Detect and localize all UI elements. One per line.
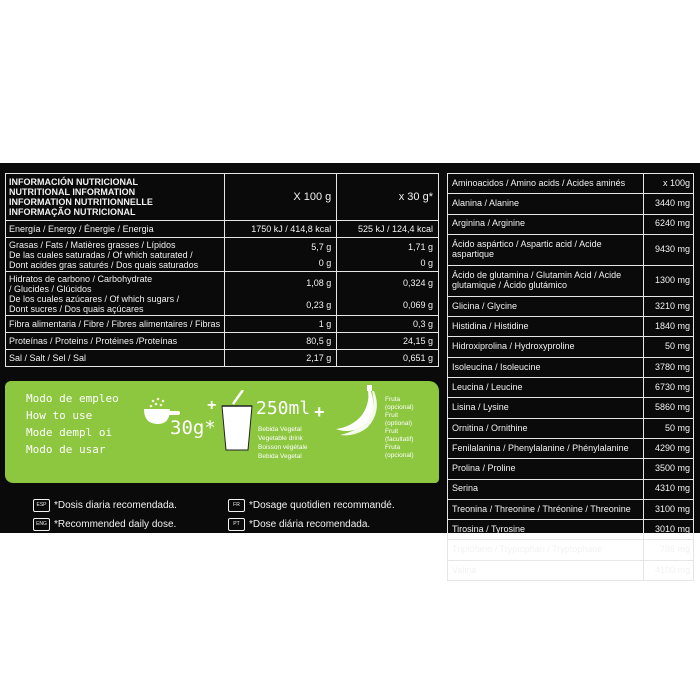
row-line: De los cuales azúcares / Of which sugars / — [9, 293, 180, 304]
amino-name: Ornitina / Ornithine — [448, 418, 644, 438]
nutrition-row-protein — [6, 333, 439, 350]
amino-name: Lisina / Lysine — [448, 398, 644, 418]
amino-row — [448, 378, 694, 398]
how-line-en: How to use — [26, 409, 93, 422]
amino-value: 786 mg — [644, 540, 694, 560]
amino-name: Valina — [448, 560, 644, 580]
drink-line: Bebida Vegetal — [258, 453, 302, 460]
dose-note-esp — [33, 499, 177, 512]
amino-name: Serina — [448, 479, 644, 499]
amino-row — [448, 234, 694, 265]
amino-name: Prolina / Proline — [448, 459, 644, 479]
fruit-label — [385, 396, 414, 460]
amino-row — [448, 194, 694, 214]
amino-row — [448, 540, 694, 560]
value-line: 0,069 g — [402, 299, 433, 310]
amino-name: Ácido de glutamina / Glutamin Acid / Acide glutamique / Ácido glutámico — [448, 265, 644, 296]
row-label — [6, 238, 225, 272]
banana-icon — [328, 385, 383, 437]
amino-name: Glicina / Glycine — [448, 296, 644, 316]
amino-row — [448, 296, 694, 316]
fruit-line: (facultatif) — [385, 436, 414, 443]
dose-note-pt — [228, 518, 370, 531]
how-to-use — [26, 390, 119, 458]
amino-value: 4100 mg — [644, 560, 694, 580]
fruit-line: Fruit — [385, 428, 398, 435]
amino-row — [448, 459, 694, 479]
amino-value: 50 mg — [644, 418, 694, 438]
amino-name: Alanina / Alanine — [448, 194, 644, 214]
amino-value: 4290 mg — [644, 438, 694, 458]
amino-value: 6730 mg — [644, 378, 694, 398]
amino-acid-table — [447, 173, 694, 581]
amino-value: 1300 mg — [644, 265, 694, 296]
amino-value: 3500 mg — [644, 459, 694, 479]
amino-name: Ácido aspártico / Aspartic acid / Acide aspartique — [448, 234, 644, 265]
dose-note-eng — [33, 518, 176, 531]
row-value-30: 0,3 g — [337, 316, 439, 333]
language-badge-pt: PT — [228, 518, 245, 531]
drink-label — [258, 425, 308, 461]
value-line: 0 g — [420, 257, 433, 268]
fruit-line: Fruit — [385, 412, 398, 419]
value-line: 1,08 g — [306, 277, 332, 288]
row-value-30: 0,651 g — [337, 350, 439, 367]
glass-icon — [219, 390, 255, 452]
row-line: De las cuales saturadas / Of which saturated / — [9, 249, 193, 260]
drink-line: Vegetable drink — [258, 435, 303, 442]
header-line-es: INFORMACIÓN NUTRICIONAL — [9, 177, 138, 187]
row-label: Fibra alimentaria / Fibre / Fibres alimentaires / Fibras — [6, 316, 225, 333]
amino-value: 3210 mg — [644, 296, 694, 316]
amino-value: 4310 mg — [644, 479, 694, 499]
amino-value: 6240 mg — [644, 214, 694, 234]
amino-unit: x 100g — [644, 174, 694, 194]
fruit-line: Fruta — [385, 396, 401, 403]
fruit-line: (opcional) — [385, 452, 414, 459]
column-per-30g: x 30 g* — [337, 174, 439, 221]
nutrition-table — [5, 173, 439, 367]
amino-row — [448, 265, 694, 296]
plus-sign: + — [207, 397, 217, 414]
amino-row — [448, 499, 694, 519]
amino-value: 3780 mg — [644, 357, 694, 377]
amino-value: 3100 mg — [644, 499, 694, 519]
header-line-fr: INFORMATION NUTRITIONNELLE — [9, 197, 153, 207]
header-line-pt: INFORMAÇÃO NUTRICIONAL — [9, 207, 136, 217]
note-text: *Recommended daily dose. — [54, 519, 177, 531]
value-line: 0,23 g — [306, 299, 332, 310]
row-value-30 — [337, 272, 439, 316]
amino-header: Aminoacidos / Amino acids / Acides aminés — [448, 174, 644, 194]
row-label: Proteínas / Proteins / Protéines /Proteínas — [6, 333, 225, 350]
row-label — [6, 272, 225, 316]
amino-row — [448, 214, 694, 234]
row-value-100 — [224, 238, 337, 272]
amino-row — [448, 560, 694, 580]
amino-value: 1840 mg — [644, 317, 694, 337]
language-badge-eng: ENG — [33, 518, 50, 531]
value-line: 5,7 g — [311, 241, 332, 252]
amino-row — [448, 357, 694, 377]
amino-row — [448, 479, 694, 499]
row-value-100: 2,17 g — [224, 350, 337, 367]
row-line: Hidratos de carbono / Carbohydrate — [9, 273, 153, 284]
column-per-100g: X 100 g — [224, 174, 337, 221]
amino-value: 3440 mg — [644, 194, 694, 214]
amino-name: Leucina / Leucine — [448, 378, 644, 398]
row-line: Dont sucres / Dos quais açúcares — [9, 303, 144, 314]
row-value-30: 24,15 g — [337, 333, 439, 350]
nutrition-header — [6, 174, 225, 221]
how-line-pt: Modo de usar — [26, 443, 106, 456]
how-line-fr: Mode dempl oi — [26, 426, 113, 439]
amino-header-row — [448, 174, 694, 194]
amino-name: Treonina / Threonine / Thréonine / Threonine — [448, 499, 644, 519]
amino-row — [448, 398, 694, 418]
value-line: 0 g — [318, 257, 332, 268]
nutrition-row-fats — [6, 238, 439, 272]
amino-name: Histidina / Histidine — [448, 317, 644, 337]
nutrition-header-row — [6, 174, 439, 221]
amino-name: Isoleucina / Isoleucine — [448, 357, 644, 377]
header-line-en: NUTRITIONAL INFORMATION — [9, 187, 136, 197]
amino-name: Fenilalanina / Phenylalanine / Phénylalanine — [448, 438, 644, 458]
value-line: 1,71 g — [407, 241, 433, 252]
amino-acid-body — [448, 174, 694, 581]
note-text: *Dosage quotidien recommandé. — [249, 500, 395, 512]
amino-name: Hidroxiprolina / Hydroxyproline — [448, 337, 644, 357]
drink-line: Boisson végétale — [258, 444, 308, 451]
row-line: Grasas / Fats / Matières grasses / Lípidos — [9, 239, 176, 250]
fruit-line: (optional) — [385, 420, 413, 427]
row-line: Dont acides gras saturés / Dos quais saturados — [9, 259, 199, 270]
row-value-30: 525 kJ / 124,4 kcal — [337, 221, 439, 238]
row-value-100: 1 g — [224, 316, 337, 333]
row-value-100: 1750 kJ / 414,8 kcal — [224, 221, 337, 238]
plus-sign: + — [314, 402, 325, 422]
language-badge-fr: FR — [228, 499, 245, 512]
row-label: Energía / Energy / Énergie / Energia — [6, 221, 225, 238]
amino-name: Arginina / Arginine — [448, 214, 644, 234]
amino-row — [448, 418, 694, 438]
language-badge-esp: ESP — [33, 499, 50, 512]
amino-row — [448, 317, 694, 337]
fruit-line: Fruta — [385, 444, 401, 451]
row-value-30 — [337, 238, 439, 272]
drink-line: Bebida Vegetal — [258, 426, 302, 433]
nutrition-row-energy — [6, 221, 439, 238]
amino-name: Tirosina / Tyrosine — [448, 520, 644, 540]
dose-amount: 30g* — [170, 417, 216, 439]
row-value-100: 80,5 g — [224, 333, 337, 350]
value-line: 0,324 g — [402, 277, 433, 288]
drink-volume: 250ml — [256, 398, 311, 419]
amino-value: 9430 mg — [644, 234, 694, 265]
amino-value: 5860 mg — [644, 398, 694, 418]
amino-value: 50 mg — [644, 337, 694, 357]
note-text: *Dosis diaria recomendada. — [54, 500, 177, 512]
nutrition-row-fibre — [6, 316, 439, 333]
nutrition-row-salt — [6, 350, 439, 367]
dose-note-fr — [228, 499, 395, 512]
how-line-es: Modo de empleo — [26, 392, 119, 405]
fruit-line: (opcional) — [385, 404, 414, 411]
note-text: *Dose diária recomendada. — [249, 519, 371, 531]
amino-row — [448, 438, 694, 458]
row-line: / Glucides / Glúcidos — [9, 283, 92, 294]
row-label: Sal / Salt / Sel / Sal — [6, 350, 225, 367]
amino-row — [448, 337, 694, 357]
amino-value: 3010 mg — [644, 520, 694, 540]
row-value-100 — [224, 272, 337, 316]
amino-name: Triptófano / Tryptophan / Tryptophane — [448, 540, 644, 560]
nutrition-row-carbohydrates — [6, 272, 439, 316]
amino-row — [448, 520, 694, 540]
